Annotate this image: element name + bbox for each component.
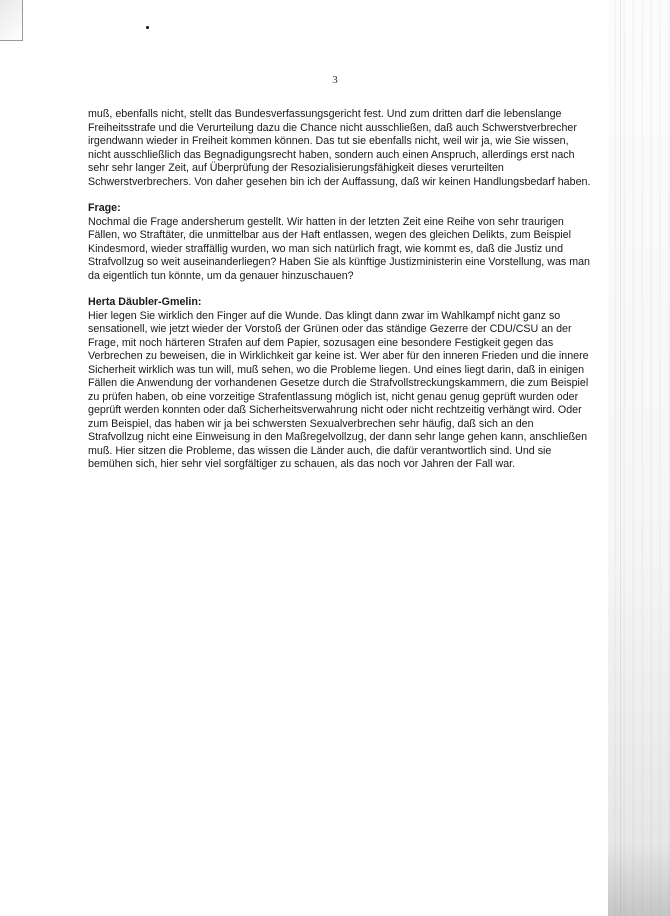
paragraph-spacer [88, 189, 592, 202]
question-paragraph: Nochmal die Frage andersherum gestellt. Wir hatten in der letzten Zeit eine Reihe von sehr traurigen Fällen, wo Straftäter, die unmittelbar aus der Haft entlassen, wegen des gleichen Delikts, zum Beispiel Kindesmord, wieder straffällig wurden, wo man sich natürlich fragt, wie kommt es, daß die Justiz und Strafvollzug so weit auseinanderliegen? Haben Sie als künftige Justizministerin eine Vorstellung, was man da eigentlich tun könnte, um da genauer hinzuschauen? [88, 215, 590, 282]
answer-paragraph: Hier legen Sie wirklich den Finger auf die Wunde. Das klingt dann zwar im Wahlkampf nicht ganz so sensationell, wie jetzt wieder der Vorstoß der Grünen oder das ständige Gezerre der CDU/CSU an der Frage, mit noch härteren Strafen auf dem Papier, sozusagen eine besondere Festigkeit gegen das Verbrechen zu beweisen, die in Wirklichkeit gar keine ist. Wer aber für den inneren Frieden und die innere Sicherheit wirklich was tun will, muß sehen, wo die Probleme liegen. Und eines liegt darin, daß in einigen Fällen die Anwendung der vorhandenen Gesetze durch die Strafvollstreckungskammern, die zum Beispiel zu prüfen haben, ob eine vorzeitige Strafentlassung möglich ist, nicht genau genug geprüft wurden oder geprüft werden konnten oder daß Sicherheitsverwahrung nicht oder nicht rechtzeitig verhängt wird. Oder zum Beispiel, das haben wir ja bei schwersten Sexualverbrechen sehr häufig, daß sich an den Strafvollzug nicht eine Einweisung in den Maßregelvollzug, der dann sehr lange gehen kann, anschließen muß. Hier sitzen die Probleme, das wissen die Länder auch, die dafür verantwortlich sind. Und sie bemühen sich, hier sehr viel sorgfältiger zu schauen, als das noch vor Jahren der Fall war. [88, 309, 589, 470]
page-number: 3 [332, 74, 338, 86]
document-body [88, 108, 592, 472]
paragraph-spacer [88, 283, 592, 296]
scan-corner-mark [0, 0, 23, 41]
answer-speaker-label: Herta Däubler-Gmelin: [88, 296, 202, 308]
question-label: Frage: [88, 202, 121, 214]
scan-speck [146, 26, 149, 29]
intro-paragraph: muß, ebenfalls nicht, stellt das Bundesverfassungsgericht fest. Und zum dritten darf die lebenslange Freiheitsstrafe und die Verurteilung dazu die Chance nicht ausschließen, daß auch Schwerstverbrecher irgendwann wieder in Freiheit kommen können. Das tut sie ebenfalls nicht, weil wir ja, wie Sie wissen, nicht ausschließlich das Begnadigungsrecht haben, sondern auch einen Anspruch, allerdings erst nach sehr sehr langer Zeit, auf Überprüfung der Resozialisierungsfähigkeit dieses verurteilten Schwerstverbrechers. Von daher gesehen bin ich der Auffassung, daß wir keinen Handlungsbedarf haben. [88, 108, 591, 188]
scan-shadow-edge [608, 0, 670, 916]
